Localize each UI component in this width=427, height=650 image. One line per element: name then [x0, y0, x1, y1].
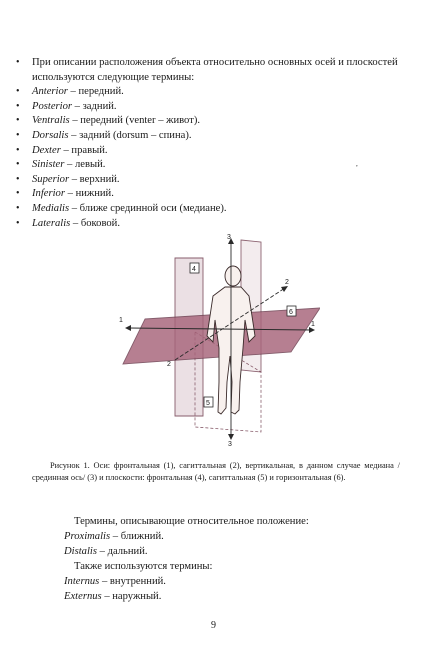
bullet: •: [16, 57, 20, 68]
term-line: [64, 574, 384, 589]
term-translation: – дальний.: [96, 546, 148, 557]
axis-3-label-top: 3: [227, 234, 231, 241]
term-item: [16, 187, 414, 202]
term-latin: Inferior: [32, 188, 65, 200]
term-translation: – правый.: [60, 144, 108, 156]
page-number: 9: [211, 620, 216, 631]
term-item: [16, 217, 414, 232]
term-translation: – ближе срединной оси (медиане).: [69, 202, 227, 214]
term-translation: – боковой.: [70, 217, 120, 229]
term-item: [16, 129, 414, 144]
term-translation: – внутренний.: [99, 576, 166, 587]
plane-5-label: 5: [206, 400, 210, 407]
term-latin: Proximalis: [64, 531, 111, 542]
term-latin: Internus: [64, 576, 100, 587]
bullet: •: [16, 202, 20, 214]
plane-6-label: 6: [289, 309, 293, 316]
stray-mark: ,: [356, 160, 358, 168]
bullet: •: [16, 159, 20, 171]
bullet: •: [16, 86, 20, 98]
term-item: [16, 173, 414, 188]
axis-2-label-top: 2: [285, 279, 289, 286]
terms-list: [16, 56, 414, 231]
figure-caption: Рисунок 1. Оси: фронтальная (1), сагиттальная (2), вертикальная, в данном случае медиана /срединная ось/ (3) и плоскости: фронтальная (4), сагиттальная (5) и горизонтальная (6).: [32, 461, 400, 482]
axis-1-label-right: 1: [311, 321, 315, 328]
term-latin: Medialis: [32, 202, 70, 214]
term-item: [16, 158, 414, 173]
plane-4-label: 4: [192, 266, 196, 273]
term-translation: – задний.: [72, 100, 117, 112]
section-heading: Термины, описывающие относительное положение:: [74, 516, 309, 527]
term-translation: – ближний.: [110, 531, 164, 542]
term-item: [16, 202, 414, 217]
term-translation: – нижний.: [64, 188, 114, 200]
term-latin: Distalis: [64, 546, 97, 557]
bullet: •: [16, 129, 20, 141]
bullet: •: [16, 217, 20, 229]
term-line: [64, 544, 384, 559]
term-translation: – наружный.: [101, 591, 162, 602]
term-latin: Anterior: [32, 86, 68, 98]
term-latin: Superior: [32, 173, 70, 185]
term-translation: – передний (venter – живот).: [69, 115, 201, 127]
intro-text: При описании расположения объекта относительно основных осей и плоскостей используются следующие термины:: [32, 57, 398, 83]
term-latin: Posterior: [32, 100, 73, 112]
relative-position-section: [64, 514, 384, 604]
term-translation: – задний (dorsum – спина).: [68, 129, 192, 141]
bullet: •: [16, 115, 20, 127]
intro-item: [16, 56, 414, 85]
term-translation: – верхний.: [69, 173, 120, 185]
term-latin: Sinister: [32, 159, 65, 171]
bullet: •: [16, 188, 20, 200]
axis-3-label-bottom: 3: [228, 441, 232, 447]
term-latin: Externus: [64, 591, 102, 602]
term-item: [16, 114, 414, 129]
term-item: [16, 85, 414, 100]
anatomy-axes-figure: [115, 232, 320, 447]
bullet: •: [16, 173, 20, 185]
bullet: •: [16, 144, 20, 156]
term-item: [16, 100, 414, 115]
term-latin: Dorsalis: [32, 129, 69, 141]
term-line: [64, 529, 384, 544]
term-translation: – левый.: [64, 159, 106, 171]
bullet: •: [16, 100, 20, 112]
term-translation: – передний.: [67, 86, 124, 98]
axis-2-label-bottom: 2: [167, 361, 171, 368]
also-heading: Также используются термины:: [74, 561, 213, 572]
term-latin: Dexter: [32, 144, 61, 156]
term-line: [64, 589, 384, 604]
axis-1-label-left: 1: [119, 317, 123, 324]
term-latin: Ventralis: [32, 115, 70, 127]
term-item: [16, 144, 414, 159]
term-latin: Lateralis: [32, 217, 71, 229]
